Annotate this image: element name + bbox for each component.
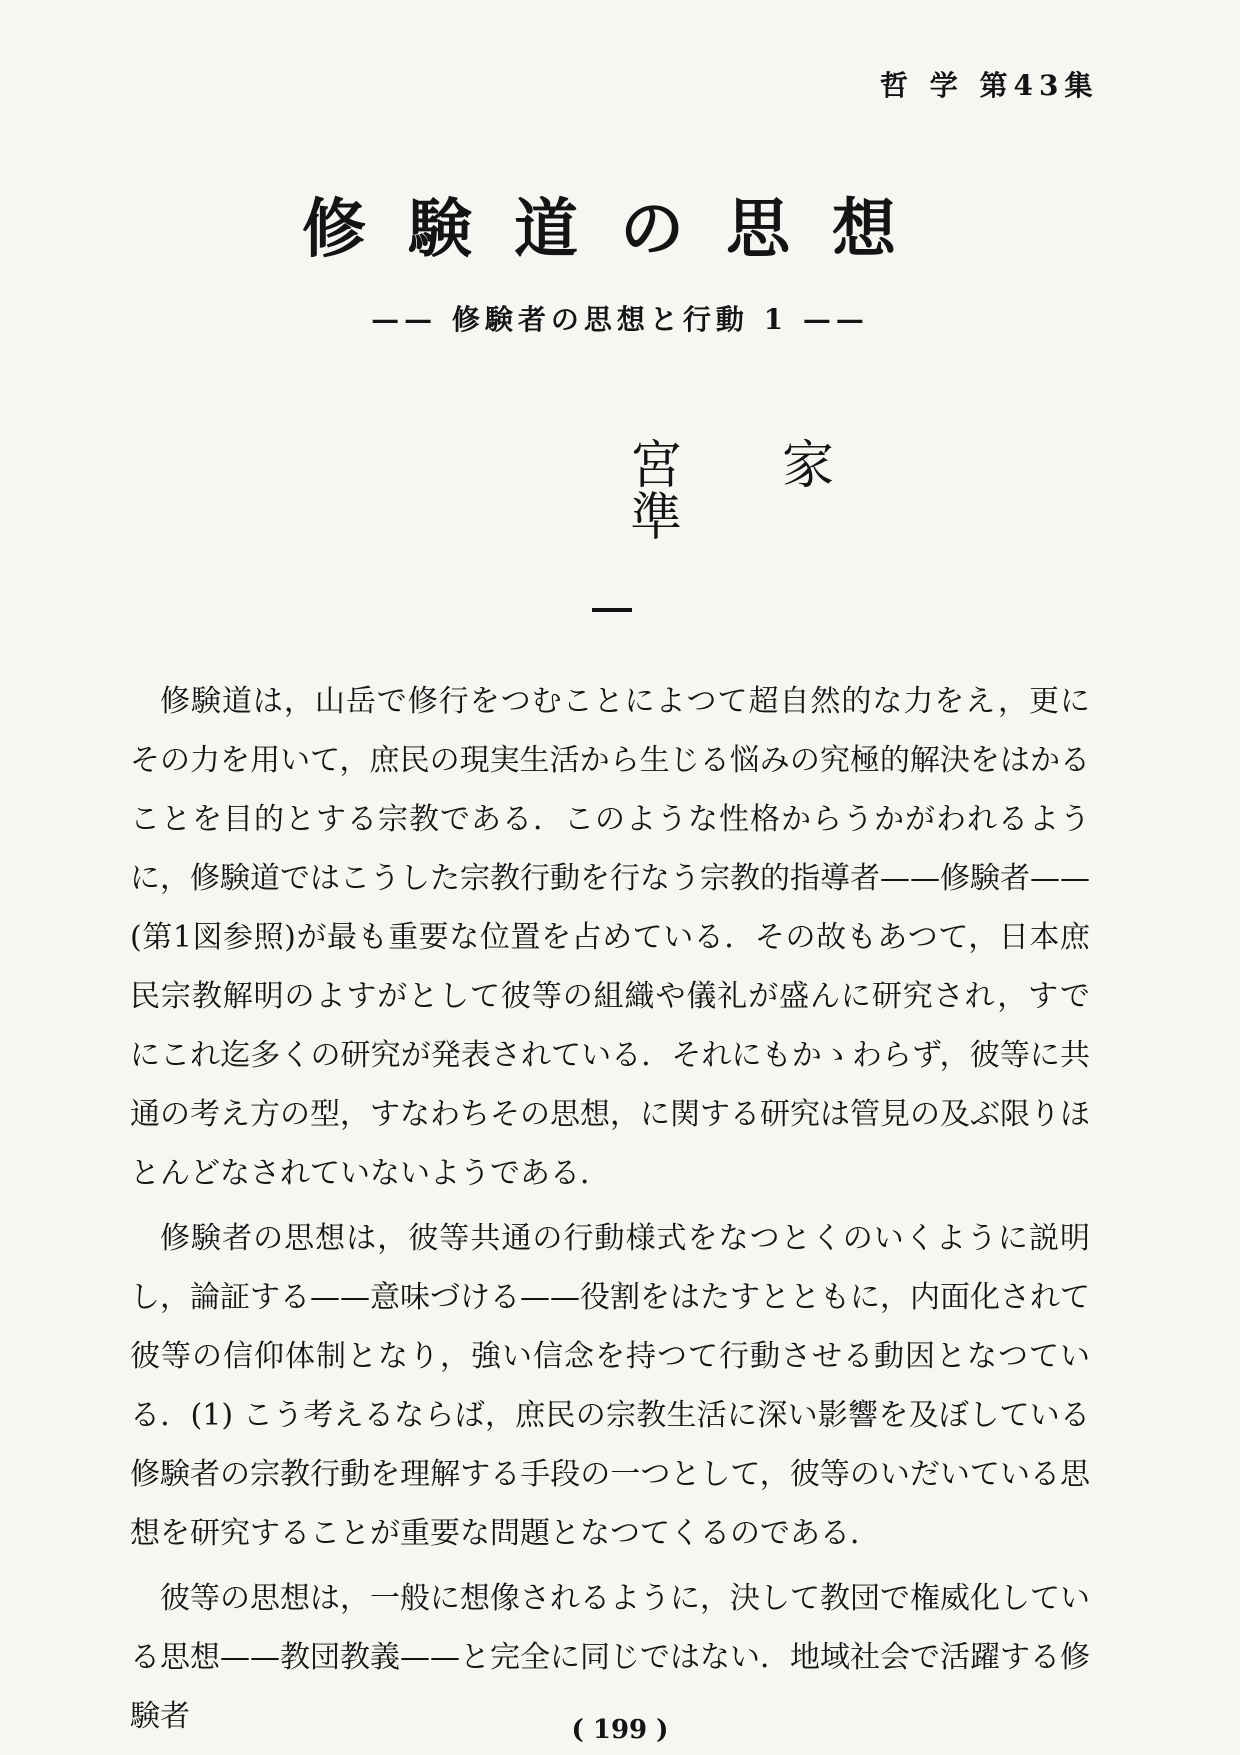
section-number [592,608,632,612]
article-subtitle: —— 修験者の思想と行動 1 —— [371,303,869,336]
body-paragraph-2: 修験者の思想は，彼等共通の行動様式をなつとくのいくように説明し，論証する——意味づける——役割をはたすとともに，内面化されて彼等の信仰体制となり，強い信念を持つて行動させる動因となつている．(1) こう考えるならば，庶民の宗教生活に深い影響を及ぼしている修験者の宗教行動を理解する手段の一つとして，彼等のいだいている思想を研究することが重要な問題となつてくるのである． [130,1221,1090,1551]
page-number: ( 199 ) [571,1715,669,1745]
running-head-journal: 哲 学 第43集 [880,69,1099,102]
author-name: 宮家 準 [630,436,935,548]
article-title: 修験道の思想 [302,192,938,267]
body-paragraph-1: 修験道は，山岳で修行をつむことによつて超自然的な力をえ，更にその力を用いて，庶民の現実生活から生じる悩みの究極的解決をはかることを目的とする宗教である．このような性格からうかがわれるように，修験道ではこうした宗教行動を行なう宗教的指導者——修験者——(第1図参照)が最も重要な位置を占めている．その故もあつて，日本庶民宗教解明のよすがとして彼等の組織や儀礼が盛んに研究され，すでにこれ迄多くの研究が発表されている．それにもかゝわらず，彼等に共通の考え方の型，すなわちその思想，に関する研究は管見の及ぶ限りほとんどなされていないようである． [130,684,1090,1191]
article-body [130,672,1090,1752]
body-paragraph-3: 彼等の思想は，一般に想像されるように，決して教団で権威化している思想——教団教義——と完全に同じではない．地域社会で活躍する修験者 [130,1581,1090,1734]
